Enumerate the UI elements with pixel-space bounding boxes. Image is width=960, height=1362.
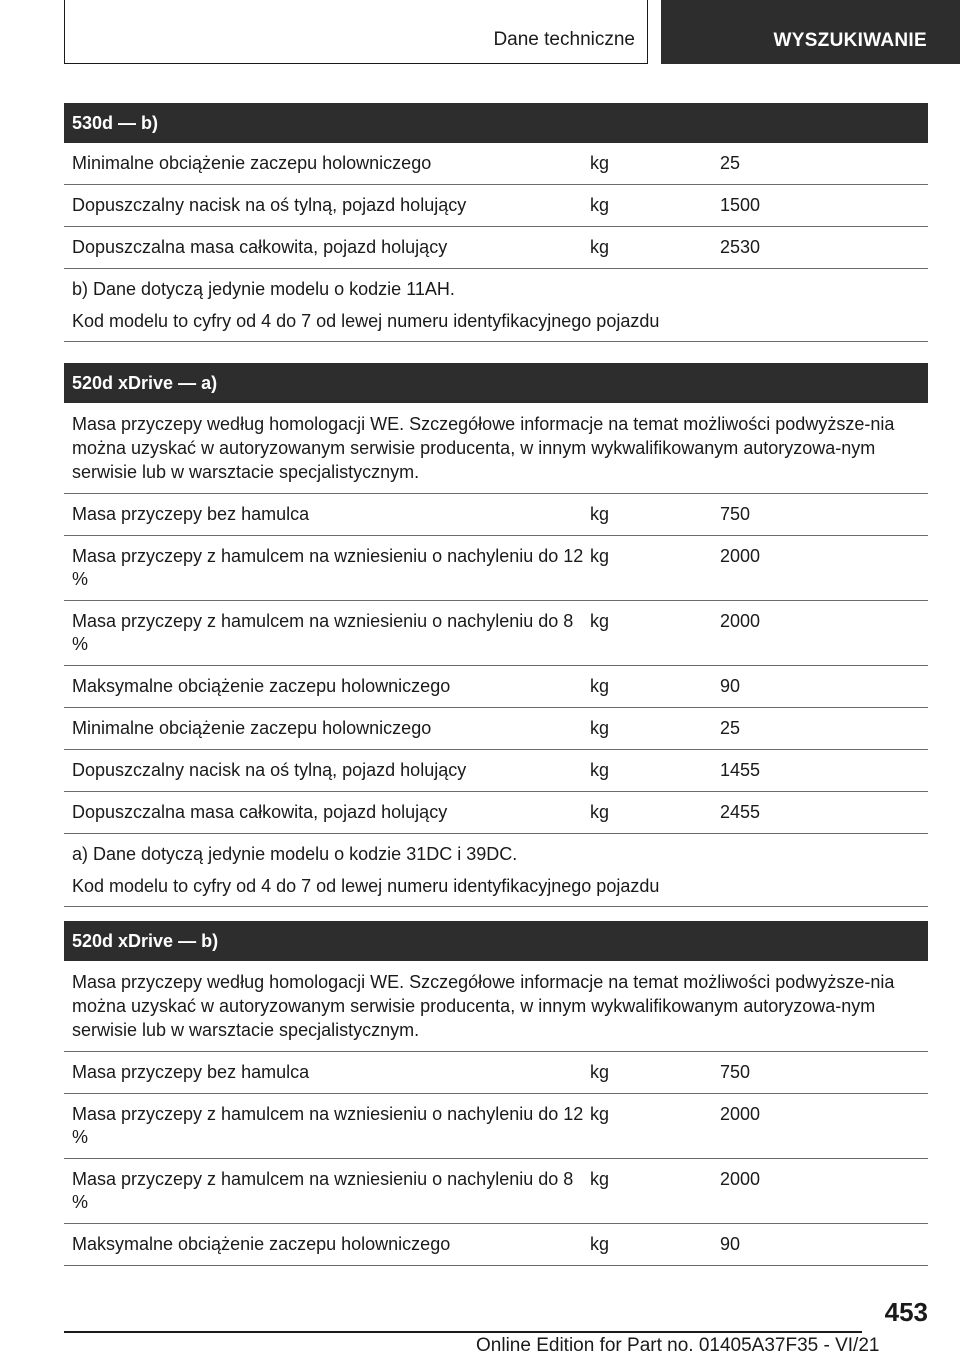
table-description: Masa przyczepy według homologacji WE. Szczegółowe informacje na temat możliwości podwyższe-nia można uzyskać w autoryzowanym serwisie producenta, w innym wykwalifikowanym autoryzowa-nym serwisie lub w warsztacie specjalistycznym. [64,403,928,494]
table-row [64,601,928,666]
table-row [64,666,928,708]
table-row [64,227,928,269]
row-unit: kg [590,237,610,257]
row-unit: kg [590,1062,610,1082]
row-unit: kg [590,153,610,173]
table-footnote [64,834,928,907]
row-label: Masa przyczepy bez hamulca [72,504,310,524]
row-value: 25 [720,718,741,738]
row-label: Dopuszczalny nacisk na oś tylną, pojazd holujący [72,760,467,780]
table-title: 520d xDrive — b) [64,921,928,961]
row-label: Dopuszczalna masa całkowita, pojazd holujący [72,802,448,822]
row-unit: kg [590,1169,610,1189]
row-value: 1455 [720,760,761,780]
row-value: 2000 [720,1169,761,1189]
row-value: 2000 [720,1104,761,1124]
row-label: Masa przyczepy z hamulcem na wzniesieniu o nachyleniu do 12 % [72,1104,584,1147]
search-tab-label: WYSZUKIWANIE [773,30,927,51]
edition-note: Online Edition for Part no. 01405A37F35 - VI/21 [476,1335,880,1356]
row-label: Masa przyczepy bez hamulca [72,1062,310,1082]
table-row [64,708,928,750]
row-value: 90 [720,1234,741,1254]
row-unit: kg [590,718,610,738]
table-footnote [64,269,928,342]
table-row [64,536,928,601]
row-value: 2455 [720,802,761,822]
table-row [64,750,928,792]
footnote-line: Kod modelu to cyfry od 4 do 7 od lewej numeru identyfikacyjnego pojazdu [72,311,660,331]
table-row [64,1094,928,1159]
row-value: 750 [720,504,751,524]
row-value: 1500 [720,195,761,215]
row-value: 90 [720,676,741,696]
table-row [64,1052,928,1094]
table-description: Masa przyczepy według homologacji WE. Szczegółowe informacje na temat możliwości podwyższe-nia można uzyskać w autoryzowanym serwisie producenta, w innym wykwalifikowanym autoryzowa-nym serwisie lub w warsztacie specjalistycznym. [64,961,928,1052]
row-unit: kg [590,802,610,822]
row-label: Masa przyczepy z hamulcem na wzniesieniu o nachyleniu do 12 % [72,546,584,589]
row-label: Maksymalne obciążenie zaczepu holowniczego [72,1234,451,1254]
footer-divider [64,1331,862,1333]
table-row [64,792,928,834]
row-value: 2000 [720,611,761,631]
row-value: 750 [720,1062,751,1082]
row-unit: kg [590,760,610,780]
spec-table-520d-xdrive-b [64,921,928,1266]
table-title: 520d xDrive — a) [64,363,928,403]
row-unit: kg [590,504,610,524]
row-value: 25 [720,153,741,173]
search-tab[interactable] [661,0,960,64]
table-title: 530d — b) [64,103,928,143]
row-unit: kg [590,1234,610,1254]
spec-table-530d-b [64,103,928,342]
page-number: 453 [884,1297,928,1327]
row-label: Dopuszczalna masa całkowita, pojazd holujący [72,237,448,257]
row-label: Dopuszczalny nacisk na oś tylną, pojazd holujący [72,195,467,215]
row-unit: kg [590,611,610,631]
spec-table-520d-xdrive-a [64,363,928,907]
footnote-line: b) Dane dotyczą jedynie modelu o kodzie 11AH. [72,279,455,299]
row-unit: kg [590,546,610,566]
table-row [64,494,928,536]
table-row [64,143,928,185]
row-value: 2000 [720,546,761,566]
row-unit: kg [590,195,610,215]
row-label: Masa przyczepy z hamulcem na wzniesieniu o nachyleniu do 8 % [72,1169,574,1212]
row-value: 2530 [720,237,761,257]
header-section-tab[interactable] [64,0,648,64]
table-row [64,1159,928,1224]
row-label: Minimalne obciążenie zaczepu holowniczego [72,718,432,738]
row-unit: kg [590,676,610,696]
footnote-line: Kod modelu to cyfry od 4 do 7 od lewej numeru identyfikacyjnego pojazdu [72,876,660,896]
footnote-line: a) Dane dotyczą jedynie modelu o kodzie 31DC i 39DC. [72,844,518,864]
row-label: Maksymalne obciążenie zaczepu holowniczego [72,676,451,696]
table-row [64,1224,928,1266]
table-row [64,185,928,227]
row-label: Minimalne obciążenie zaczepu holowniczego [72,153,432,173]
header-section-label: Dane techniczne [493,29,635,50]
row-unit: kg [590,1104,610,1124]
row-label: Masa przyczepy z hamulcem na wzniesieniu o nachyleniu do 8 % [72,611,574,654]
